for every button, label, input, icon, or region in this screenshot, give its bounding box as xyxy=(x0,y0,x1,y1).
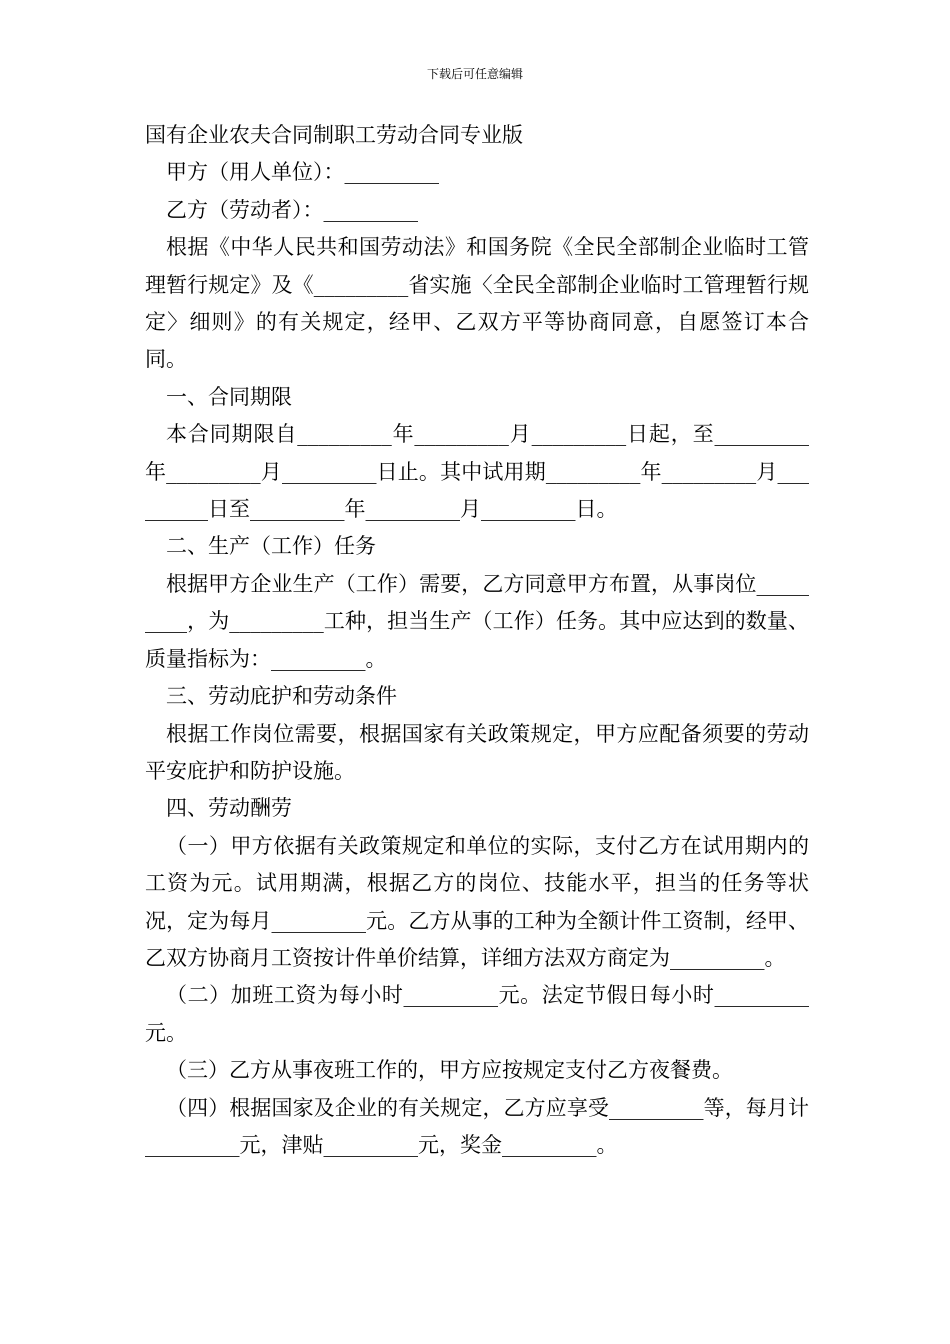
preamble-paragraph: 根据《中华人民共和国劳动法》和国务院《全民全部制企业临时工管理暂行规定》及《_________省实施〈全民全部制企业临时工管理暂行规定〉细则》的有关规定，经甲、乙双方平等协商同意，自愿签订本合同。 xyxy=(145,235,809,372)
header-note: 下载后可任意编辑 xyxy=(426,67,523,81)
pay-item-3: （三）乙方从事夜班工作的，甲方应按规定支付乙方夜餐费。 xyxy=(166,1058,733,1083)
section-heading-term: 一、合同期限 xyxy=(166,384,292,409)
document-title: 国有企业农夫合同制职工劳动合同专业版 xyxy=(145,123,523,147)
party-a-line: 甲方（用人单位）：_________ xyxy=(166,160,439,185)
pay-item-1: （一）甲方依据有关政策规定和单位的实际，支付乙方在试用期内的工资为元。试用期满，根据乙方的岗位、技能水平，担当的任务等状况，定为每月_________元。乙方从事的工种为全额计件工资制，经甲、乙双方协商月工资按计件单价结算，详细方法双方商定为_________。 xyxy=(145,833,809,970)
pay-item-4: （四）根据国家及企业的有关规定，乙方应享受_________等，每月计_________元，津贴_________元，奖金_________。 xyxy=(145,1095,809,1157)
section-heading-task: 二、生产（工作）任务 xyxy=(166,534,376,559)
section-heading-protection: 三、劳动庇护和劳动条件 xyxy=(166,684,397,709)
section-body-task: 根据甲方企业生产（工作）需要，乙方同意甲方布置，从事岗位_________，为_________工种，担当生产（工作）任务。其中应达到的数量、质量指标为：_________。 xyxy=(145,571,809,671)
section-body-protection: 根据工作岗位需要，根据国家有关政策规定，甲方应配备须要的劳动平安庇护和防护设施。 xyxy=(145,721,809,783)
party-b-line: 乙方（劳动者）：_________ xyxy=(166,197,418,222)
section-heading-pay: 四、劳动酬劳 xyxy=(166,796,292,821)
pay-item-2: （二）加班工资为每小时_________元。法定节假日每小时_________元。 xyxy=(145,983,809,1045)
document-body xyxy=(145,117,809,1164)
section-body-term: 本合同期限自_________年_________月_________日起，至_________年_________月_________日止。其中试用期_________年_________月_________日至_________年_________月_________日。 xyxy=(145,422,809,522)
